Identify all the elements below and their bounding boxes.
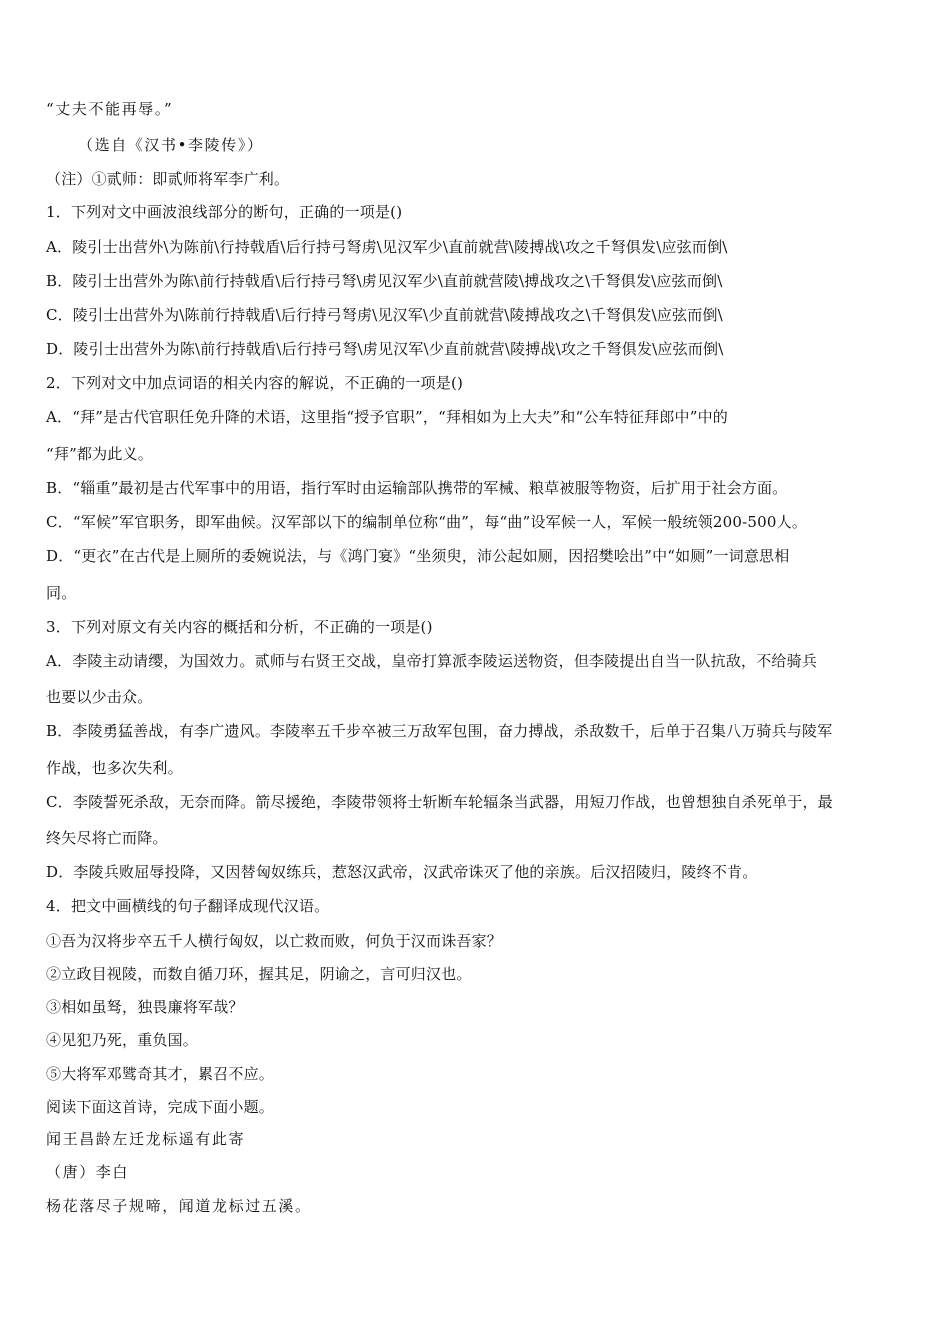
q3-stem: 3．下列对原文有关内容的概括和分析，不正确的一项是() (46, 618, 433, 636)
q2-option-a-cont: “拜”都为此义。 (46, 445, 153, 463)
quote-end: “丈夫不能再辱。” (46, 100, 174, 118)
q3-option-d: D．李陵兵败屈辱投降，又因替匈奴练兵，惹怒汉武帝，汉武帝诛灭了他的亲族。后汉招陵归，陵终不肯。 (46, 863, 758, 881)
q3-option-a: A．李陵主动请缨，为国效力。贰师与右贤王交战，皇帝打算派李陵运送物资，但李陵提出自当一队抗敌，不给骑兵 (46, 652, 818, 670)
q2-option-a: A．“拜”是古代官职任免升降的术语，这里指“授予官职”，“拜相如为上大夫”和“公车特征拜郎中”中的 (46, 408, 728, 426)
q4-sentence-5: ⑤大将军邓骘奇其才，累召不应。 (46, 1065, 275, 1083)
poem-line-1: 杨花落尽子规啼，闻道龙标过五溪。 (46, 1197, 312, 1215)
q2-option-d: D．“更衣”在古代是上厕所的委婉说法，与《鸿门宴》“坐须臾，沛公起如厕，因招樊哙出”中“如厕”一词意思相 (46, 547, 790, 565)
footnote: （注）①贰师：即贰师将军李广利。 (46, 170, 290, 188)
q4-sentence-2: ②立政目视陵，而数自循刀环，握其足，阴谕之，言可归汉也。 (46, 965, 472, 983)
q1-option-a: A．陵引士出营外\为陈前\行持戟盾\后行持弓弩虏\见汉军少\直前就营\陵搏战\攻之千弩俱发\应弦而倒\ (46, 238, 728, 256)
q4-sentence-1: ①吾为汉将步卒五千人横行匈奴，以亡救而败，何负于汉而诛吾家？ (46, 932, 503, 950)
q1-option-b: B．陵引士出营外为陈\前行持戟盾\后行持弓弩\虏见汉军少\直前就营陵\搏战攻之\千弩俱发\应弦而倒\ (46, 272, 723, 290)
q3-option-a-cont: 也要以少击众。 (46, 688, 153, 706)
q2-option-b: B．“辎重”最初是古代军事中的用语，指行军时由运输部队携带的军械、粮草被服等物资，后扩用于社会方面。 (46, 479, 788, 497)
q2-option-d-cont: 同。 (46, 584, 77, 602)
poem-author: （唐）李白 (46, 1163, 130, 1181)
q1-option-d: D．陵引士出营外为陈\前行持戟盾\后行持弓弩\虏见汉军\少直前就营\陵搏战\攻之千弩俱发\应弦而倒\ (46, 340, 724, 358)
q2-stem: 2．下列对文中加点词语的相关内容的解说，不正确的一项是() (46, 374, 464, 392)
q3-option-b: B．李陵勇猛善战，有李广遗风。李陵率五千步卒被三万敌军包围，奋力搏战，杀敌数千，后单于召集八万骑兵与陵军 (46, 722, 833, 740)
q4-stem: 4．把文中画横线的句子翻译成现代汉语。 (46, 897, 330, 915)
q3-option-b-cont: 作战，也多次失利。 (46, 759, 183, 777)
q3-option-c: C．李陵誓死杀敌，无奈而降。箭尽援绝，李陵带领将士斩断车轮辐条当武器，用短刀作战，也曾想独自杀死单于，最 (46, 793, 833, 811)
q4-sentence-4: ④见犯乃死，重负国。 (46, 1031, 199, 1049)
q3-option-c-cont: 终矢尽将亡而降。 (46, 829, 168, 847)
poem-title: 闻王昌龄左迁龙标遥有此寄 (46, 1130, 246, 1148)
q2-option-c: C．“军候”军官职务，即军曲候。汉军部以下的编制单位称“曲”，每“曲”设军候一人，军候一般统领200-500人。 (46, 513, 808, 531)
source-citation: （选自《汉书•李陵传》） (78, 136, 264, 154)
q1-stem: 1．下列对文中画波浪线部分的断句，正确的一项是() (46, 203, 403, 221)
poem-intro: 阅读下面这首诗，完成下面小题。 (46, 1098, 275, 1116)
q1-option-c: C．陵引士出营外为\陈前行持戟盾\后行持弓弩虏\见汉军\少直前就营\陵搏战攻之\千弩俱发\应弦而倒\ (46, 306, 723, 324)
q4-sentence-3: ③相如虽驽，独畏廉将军哉？ (46, 998, 244, 1016)
